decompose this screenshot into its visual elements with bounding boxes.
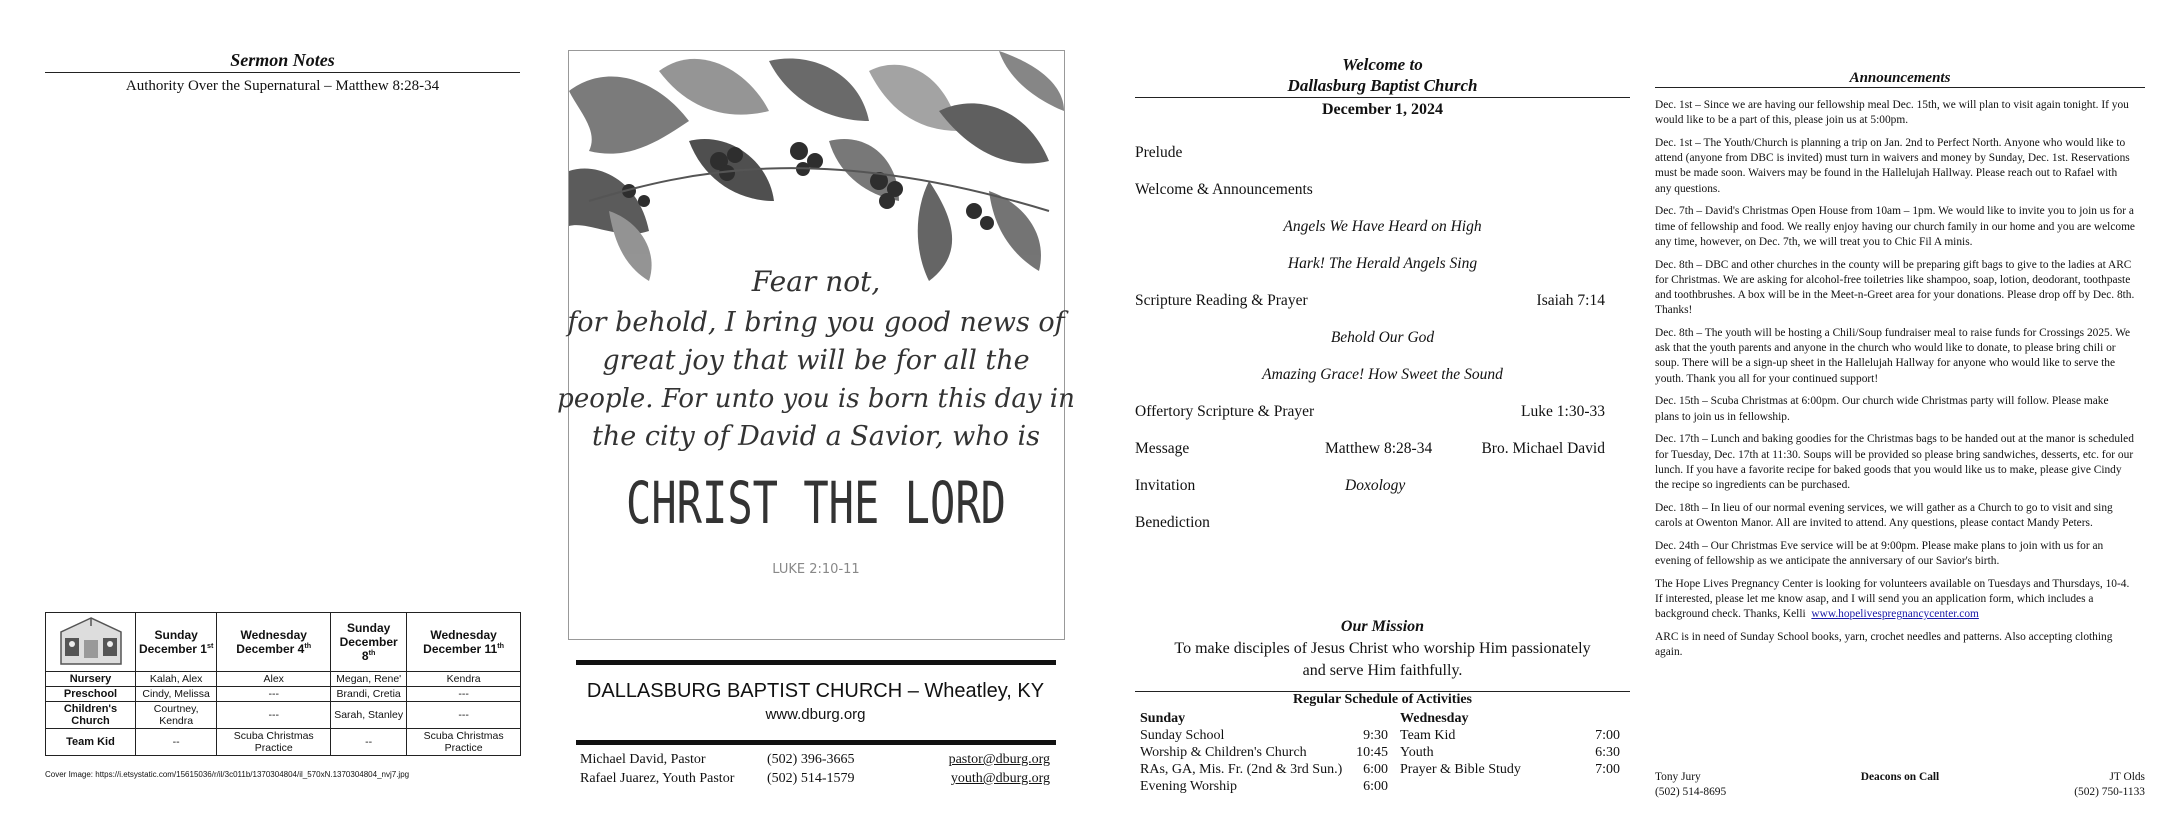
order-label: Scripture Reading & Prayer xyxy=(1135,292,1308,309)
mission-title: Our Mission xyxy=(1340,618,1425,635)
order-item: Prelude xyxy=(1135,144,1183,161)
hymn-title: Doxology xyxy=(1345,477,1406,494)
staff-phone: (502) 514-1579 xyxy=(767,771,855,786)
schedule-row: RAs, GA, Mis. Fr. (2nd & 3rd Sun.) 6:00 xyxy=(1140,762,1388,777)
table-cell: --- xyxy=(407,687,521,702)
scripture-ref: Matthew 8:28-34 xyxy=(1325,440,1433,457)
deacons-on-call-title: Deacons on Call xyxy=(1860,771,1940,783)
announcement-item: Dec. 7th – David's Christmas Open House from 10am – 1pm. We would like to invite you to join us for a time of fellowship and food. We really enjoy having our church family in our home and you are welcome any time, however, on Dec. 7th, we will treat you to Chic Fil A minis. xyxy=(1655,205,2135,248)
table-row xyxy=(46,687,521,702)
deacon-phone: (502) 750-1133 xyxy=(2074,786,2145,798)
order-item xyxy=(1135,403,1605,423)
order-item: Welcome & Announcements xyxy=(1135,181,1313,198)
order-item xyxy=(1135,477,1605,497)
announcement-item: Dec. 1st – Since we are having our fellowship meal Dec. 15th, we will plan to visit again tonight. If you would like to be a part of this, please join us at 5:00pm. xyxy=(1655,99,2129,127)
announcement-item: Dec. 15th – Scuba Christmas at 6:00pm. Our church wide Christmas party will follow. Please make plans to join us in fellowship. xyxy=(1655,395,2109,423)
table-row xyxy=(46,672,521,687)
hymn-title: Amazing Grace! How Sweet the Sound xyxy=(1262,366,1503,383)
staff-phone: (502) 396-3665 xyxy=(767,752,855,767)
church-name: DALLASBURG BAPTIST CHURCH – Wheatley, KY xyxy=(586,680,1045,702)
header-sunday-dec8: Sunday December 8th xyxy=(331,613,407,672)
header-sunday-dec1: Sunday December 1st xyxy=(136,613,217,672)
cover-image xyxy=(557,50,1075,640)
schedule-title: Regular Schedule of Activities xyxy=(1292,692,1472,707)
table-header-row xyxy=(46,613,521,672)
wednesday-schedule xyxy=(1400,710,1620,778)
schedule-row: Youth 6:30 xyxy=(1400,745,1620,760)
announcement-item: The Hope Lives Pregnancy Center is looking for volunteers available on Tuesdays and Thursdays, 10-4. If interested, please let me know asap, and I will send you an application form, which includes a background check. Thanks, Kelli www.hopelivespregnancycenter.com xyxy=(1655,577,2130,621)
schedule-day-label: Sunday xyxy=(1140,711,1186,726)
deacon-name: Tony Jury xyxy=(1655,771,1701,783)
announcement-item: Dec. 8th – The youth will be hosting a Chili/Soup fundraiser meal to raise funds for Crossings 2025. We ask that the youth parents and anyone in the church who would like to donate, to please bring chili or soup. There will be a sign-up sheet in the Hallelujah Hallway for anyone who would like to serve the youth. Thank you all for your continued support! xyxy=(1655,327,2131,385)
church-website[interactable]: www.dburg.org xyxy=(765,706,866,723)
staff-email-link[interactable]: pastor@dburg.org xyxy=(948,752,1050,767)
table-cell: --- xyxy=(407,702,521,729)
service-date: December 1, 2024 xyxy=(1322,101,1443,118)
table-cell: Courtney, Kendra xyxy=(136,702,217,729)
verse-line: Fear not, xyxy=(751,265,881,298)
table-cell: Sarah, Stanley xyxy=(331,702,407,729)
welcome-line: Welcome to xyxy=(1342,55,1423,74)
announcement-item: Dec. 17th – Lunch and baking goodies for the Christmas bags to be handed out at the manor is scheduled for Tuesday, Dec. 17th at 11:30. Soups will be provided so please bring sandwiches, desserts, etc. for our lunch. If you have a favorite recipe for baked goods that you would like us to make, please give Cindy the recipe so ingredients can be purchased. xyxy=(1655,433,2134,492)
schedule-row: Team Kid 7:00 xyxy=(1400,728,1620,743)
deacon-name: JT Olds xyxy=(2109,771,2145,783)
table-cell: Cindy, Melissa xyxy=(136,687,217,702)
verse-line: great joy that will be for all the xyxy=(602,345,1030,376)
holly-illustration-icon xyxy=(557,51,1075,639)
table-cell: --- xyxy=(217,687,331,702)
announcement-item: ARC is in need of Sunday School books, yarn, crochet needles and patterns. Also accepting clothing again. xyxy=(1655,631,2113,659)
divider-bar xyxy=(576,740,1056,745)
sermon-notes-title: Sermon Notes xyxy=(45,50,520,73)
mission-line: and serve Him faithfully. xyxy=(1302,662,1463,679)
schedule-row: Worship & Children's Church 10:45 xyxy=(1140,745,1388,760)
schedule-row: Sunday School 9:30 xyxy=(1140,728,1388,743)
hymn-title: Angels We Have Heard on High xyxy=(1283,218,1482,235)
nursery-logo-icon xyxy=(55,616,127,666)
sermon-subtitle: Authority Over the Supernatural – Matthew 8:28-34 xyxy=(125,78,440,94)
table-cell: Kalah, Alex xyxy=(136,672,217,687)
sunday-schedule xyxy=(1140,710,1388,795)
order-item: Benediction xyxy=(1135,514,1210,531)
order-label: Invitation xyxy=(1135,477,1196,494)
table-row xyxy=(46,729,521,756)
deacon-right xyxy=(1955,770,2145,800)
cover-reference: LUKE 2:10-11 xyxy=(772,562,860,577)
verse-line: the city of David a Savior, who is xyxy=(592,421,1040,452)
staff-row xyxy=(580,752,1050,770)
table-cell: -- xyxy=(136,729,217,756)
order-item xyxy=(1135,440,1605,460)
cover-image-credit: Cover Image: https://i.etsystatic.com/15615036/r/il/3c011b/1370304804/il_570xN.1370304804_nvj7.jpg xyxy=(45,770,410,779)
mission-line: To make disciples of Jesus Christ who worship Him passionately xyxy=(1174,640,1591,657)
announcements-title: Announcements xyxy=(1655,70,2145,88)
table-cell: -- xyxy=(331,729,407,756)
row-label: Children's Church xyxy=(46,702,136,729)
church-line: Dallasburg Baptist Church xyxy=(1287,76,1478,95)
header-wednesday-dec11: Wednesday December 11th xyxy=(407,613,521,672)
announcement-item: Dec. 18th – In lieu of our normal evening services, we will gather as a Church to go to visit and sing carols at Owenton Manor. All are invited to attend. Any questions, please contact Mandy Peters. xyxy=(1655,501,2113,530)
cover-headline: CHRIST THE LORD xyxy=(626,469,1006,537)
table-cell: Brandi, Cretia xyxy=(331,687,407,702)
schedule-day-label: Wednesday xyxy=(1400,711,1469,726)
scripture-ref: Isaiah 7:14 xyxy=(1536,292,1605,309)
row-label: Preschool xyxy=(46,687,136,702)
welcome-heading xyxy=(1135,54,1630,96)
announcement-item: Dec. 24th – Our Christmas Eve service will be at 9:00pm. Please make plans to join with us for an evening of fellowship as we anticipate the anniversary of our Savior's birth. xyxy=(1655,539,2104,568)
announcement-item: Dec. 1st – The Youth/Church is planning a trip on Jan. 2nd to Perfect North. Anyone who would like to attend (anyone from DBC is invited) must turn in waivers and money by Sunday, Dec. 1st. Reservations must be made soon. Waivers may be found in the Hallelujah Hallway. Please reach out to Rafael with any questions. xyxy=(1655,137,2130,195)
staff-name: Michael David, Pastor xyxy=(580,752,706,767)
mission-statement xyxy=(1135,638,1630,682)
row-label: Team Kid xyxy=(46,729,136,756)
staff-name: Rafael Juarez, Youth Pastor xyxy=(580,771,735,786)
pregnancy-center-link[interactable]: www.hopelivespregnancycenter.com xyxy=(1811,608,1979,621)
table-row xyxy=(46,702,521,729)
speaker-name: Bro. Michael David xyxy=(1481,440,1605,457)
order-item xyxy=(1135,292,1605,312)
order-label: Offertory Scripture & Prayer xyxy=(1135,403,1315,420)
announcement-item: Dec. 8th – DBC and other churches in the county will be preparing gift bags to give to the ladies at ARC for Christmas. We are asking for alcohol-free toiletries like shampoo, soap, lotion, deodorant, toothpaste and toothbrushes. A box will be in the Meet-n-Greet area for your donations. Please drop off by Dec. 8th. Thanks! xyxy=(1655,258,2135,317)
schedule-row: Evening Worship 6:00 xyxy=(1140,779,1388,794)
divider-bar xyxy=(576,660,1056,665)
verse-line: people. For unto you is born this day in xyxy=(557,384,1075,414)
nursery-schedule-table xyxy=(45,612,521,756)
row-label: Nursery xyxy=(46,672,136,687)
staff-email-link[interactable]: youth@dburg.org xyxy=(950,771,1050,786)
staff-row xyxy=(580,771,1050,789)
table-cell: Megan, Rene' xyxy=(331,672,407,687)
table-cell: Scuba Christmas Practice xyxy=(217,729,331,756)
nursery-logo-cell xyxy=(46,613,136,672)
deacon-phone: (502) 514-8695 xyxy=(1655,786,1727,798)
table-cell: --- xyxy=(217,702,331,729)
table-cell: Scuba Christmas Practice xyxy=(407,729,521,756)
order-label: Message xyxy=(1135,440,1190,457)
table-cell: Kendra xyxy=(407,672,521,687)
schedule-row: Prayer & Bible Study 7:00 xyxy=(1400,762,1620,777)
announcements-list xyxy=(1655,98,2135,668)
hymn-title: Behold Our God xyxy=(1330,329,1435,346)
scripture-ref: Luke 1:30-33 xyxy=(1521,403,1605,420)
table-cell: Alex xyxy=(217,672,331,687)
verse-line: for behold, I bring you good news of xyxy=(567,307,1065,338)
divider-line xyxy=(1135,97,1630,98)
header-wednesday-dec4: Wednesday December 4th xyxy=(217,613,331,672)
hymn-title: Hark! The Herald Angels Sing xyxy=(1287,255,1478,272)
